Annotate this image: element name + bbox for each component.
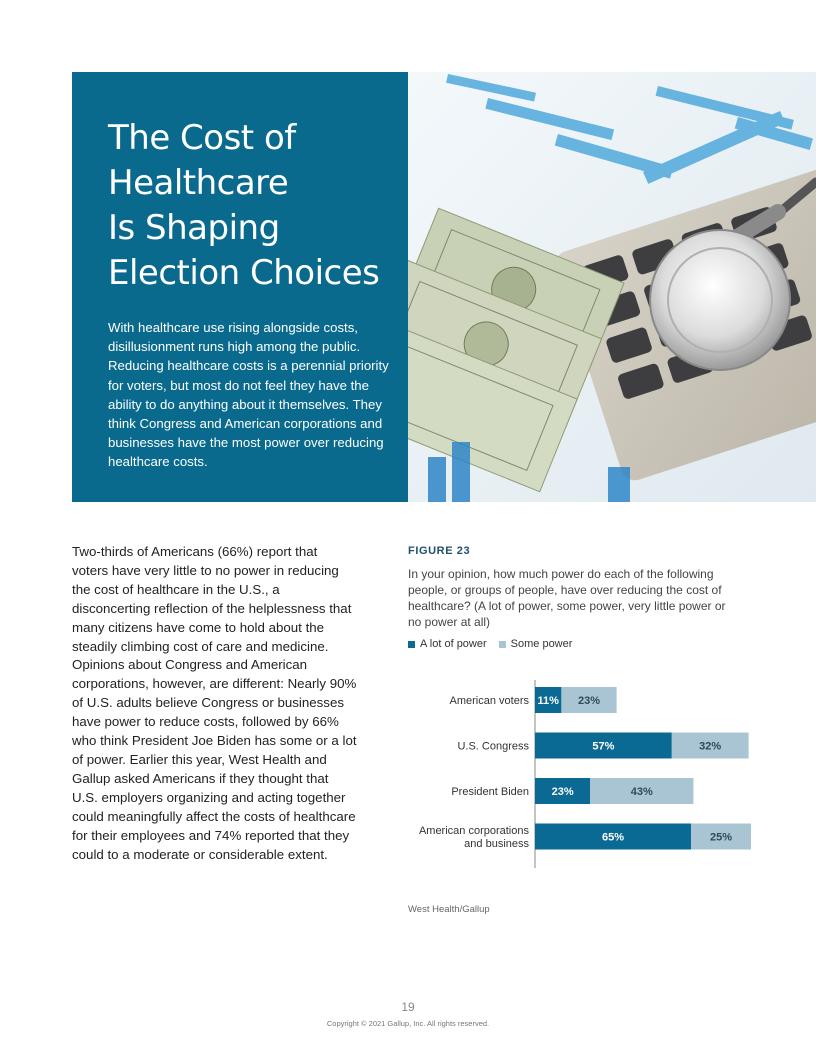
data-label: 25% [709,831,733,844]
data-label: 57% [592,740,615,753]
hero-title-line: The Cost of [108,118,296,158]
category-label: President Biden [451,786,529,798]
copyright: Copyright © 2021 Gallup, Inc. All rights reserved. [326,1019,490,1028]
data-label: 43% [630,786,653,798]
legend-item-a-lot [408,638,487,650]
stethoscope-money-calculator-image [408,72,816,502]
data-label: 11% [537,695,559,707]
data-label: 23% [551,786,574,798]
data-label: 65% [601,831,625,844]
legend-swatch-a-lot [408,641,415,648]
chart-source: West Health/Gallup [408,904,490,915]
category-label: U.S. Congress [457,740,529,753]
hero-title-line: Election Choices [108,253,380,293]
power-bar-chart [408,680,768,875]
figure-label: FIGURE 23 [408,545,471,557]
hero-title [108,116,398,296]
legend-swatch-some [499,641,506,648]
page-number: 19 [401,1000,415,1014]
body-paragraph: Two-thirds of Americans (66%) report that voters have very little to no power in reducing the cost of healthcare in the U.S., a disconcerting reflection of the helplessness that many citizens have come to hold about the steadily climbing cost of care and medicine. Opinions about Congress and American corporations, however, are different: Nearly 90% of U.S. adults believe Congress or businesses have power to reduce costs, followed by 66% who think President Joe Biden has some or a lot of power. Earlier this year, West Health and Gallup asked Americans if they thought that U.S. employers organizing and acting together could meaningfully affect the costs of healthcare for their employees and 74% reported that they could to a moderate or considerable extent. [72,544,357,862]
hero-panel [72,72,408,502]
chart-legend [408,638,572,650]
category-label: American voters [449,695,529,707]
data-label: 32% [699,740,722,753]
hero-title-line: Healthcare [108,163,289,203]
category-label: and business [464,838,529,850]
legend-label: Some power [510,638,573,650]
hero-title-line: Is Shaping [108,208,280,248]
hero-intro: With healthcare use rising alongside costs, disillusionment runs high among the public. Reducing healthcare costs is a perennial priority for voters, but most do not feel they have the ability to do anything about it themselves. They think Congress and American corporations and businesses have the most power over reducing healthcare costs. [108,320,389,470]
figure-question: In your opinion, how much power do each of the following people, or groups of people, have over reducing the cost of healthcare? (A lot of power, some power, very little power or no power at all) [408,567,726,629]
legend-item-some [499,638,573,650]
hero-photo [408,72,816,502]
category-label: American corporations [418,825,529,837]
legend-label: A lot of power [420,638,487,650]
data-label: 23% [577,695,601,707]
